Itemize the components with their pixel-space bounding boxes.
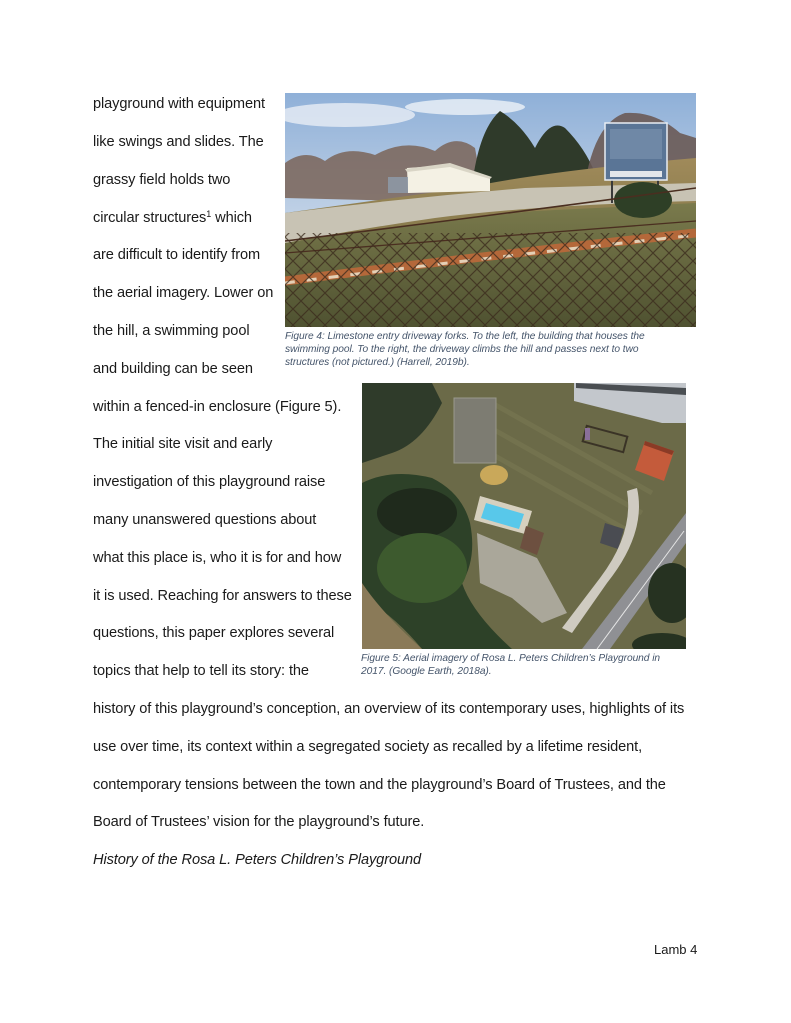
- body-line: like swings and slides. The: [93, 134, 264, 150]
- figure-4-photo: [285, 93, 696, 327]
- chain-link-fence: [285, 233, 696, 327]
- figure-5-illustration: [362, 383, 686, 649]
- body-line: within a fenced-in enclosure (Figure 5).: [93, 399, 342, 415]
- figure-5-caption: [361, 652, 701, 678]
- body-line: questions, this paper explores several: [93, 625, 335, 641]
- footnote-marker[interactable]: 1: [206, 209, 212, 219]
- body-line: use over time, its context within a segregated society as recalled by a lifetime resident,: [93, 739, 643, 755]
- body-line: The initial site visit and early: [93, 436, 273, 452]
- court: [454, 398, 496, 463]
- shrub: [614, 182, 672, 218]
- caption-line: Figure 4: Limestone entry driveway forks. To the left, the building that houses the: [285, 331, 645, 342]
- body-text: which: [211, 210, 252, 226]
- page-footer: Lamb 4: [654, 942, 698, 957]
- caption-line: swimming pool. To the right, the driveway climbs the hill and passes next to two: [285, 344, 639, 356]
- figure-5-photo: [362, 383, 686, 649]
- body-line: Board of Trustees’ vision for the playground’s future.: [93, 814, 425, 830]
- caption-line: structures (not pictured.) (Harrell, 2019b).: [285, 357, 470, 369]
- body-line: playground with equipment: [93, 96, 265, 112]
- body-line: history of this playground’s conception, an overview of its contemporary uses, highlights of its: [93, 701, 685, 717]
- body-line: the aerial imagery. Lower on: [93, 285, 274, 301]
- section-heading: History of the Rosa L. Peters Children’s Playground: [93, 852, 422, 868]
- figure-4-caption: [285, 330, 705, 370]
- body-text: circular structures: [93, 210, 207, 226]
- body-line: what this place is, who it is for and how: [93, 550, 342, 566]
- body-line: the hill, a swimming pool: [93, 323, 250, 339]
- body-line: and building can be seen: [93, 361, 253, 377]
- caption-line: 2017. (Google Earth, 2018a).: [361, 666, 492, 678]
- caption-line: Figure 5: Aerial imagery of Rosa L. Peters Children’s Playground in: [361, 653, 661, 664]
- body-line: investigation of this playground raise: [93, 474, 326, 490]
- body-line: topics that help to tell its story: the: [93, 663, 309, 679]
- body-line: it is used. Reaching for answers to these: [93, 588, 352, 604]
- figure-4-illustration: [285, 93, 696, 327]
- body-line: grassy field holds two: [93, 172, 231, 188]
- body-line: many unanswered questions about: [93, 512, 317, 528]
- body-line-with-footnote: [93, 209, 252, 227]
- body-line: contemporary tensions between the town and the playground’s Board of Trustees, and the: [93, 777, 666, 793]
- body-line: are difficult to identify from: [93, 247, 261, 263]
